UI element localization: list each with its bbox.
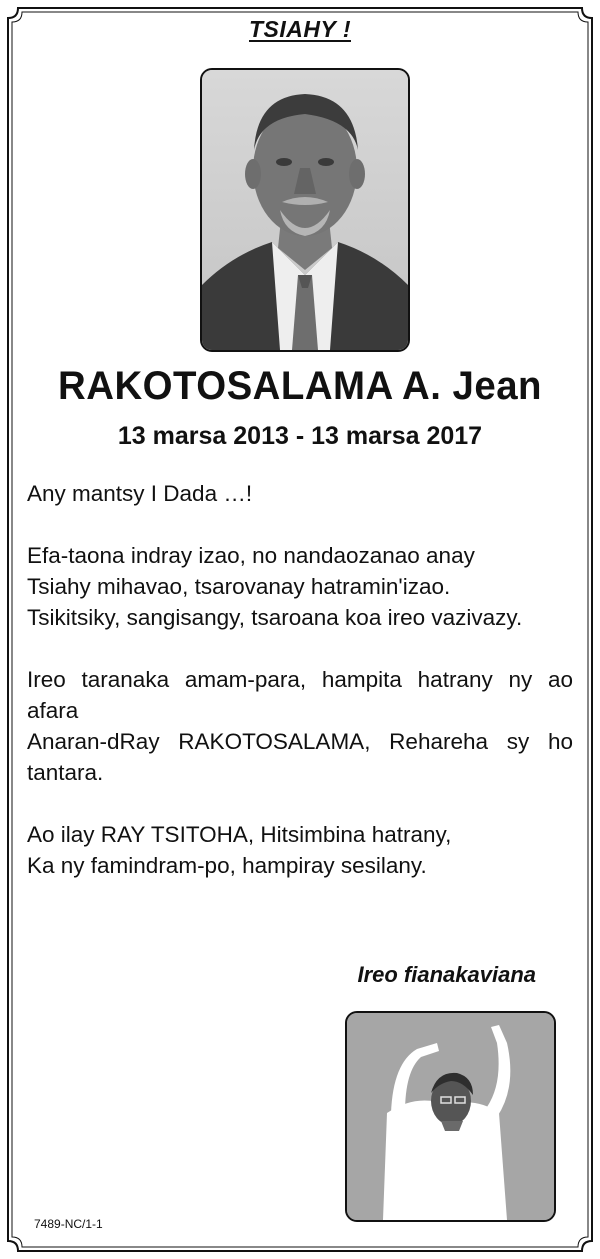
- dancing-photo: [345, 1011, 556, 1222]
- header: [0, 16, 600, 43]
- reference-code: 7489-NC/1-1: [34, 1217, 103, 1231]
- poem-line: Ao ilay RAY TSITOHA, Hitsimbina hatrany,: [27, 822, 452, 847]
- poem-opening: Any mantsy I Dada …!: [27, 481, 253, 506]
- memorial-poem: [27, 478, 573, 881]
- poem-line: Anaran-dRay RAKOTOSALAMA, Rehareha sy ho tantara.: [27, 729, 573, 785]
- poem-line: Tsikitsiky, sangisangy, tsaroana koa ireo vazivazy.: [27, 605, 523, 630]
- deceased-name: RAKOTOSALAMA A. Jean: [58, 364, 542, 408]
- portrait-photo: [200, 68, 410, 352]
- poem-line: Ireo taranaka amam-para, hampita hatrany ny ao afara: [27, 667, 573, 723]
- header-title: TSIAHY !: [249, 16, 351, 42]
- poem-line: Tsiahy mihavao, tsarovanay hatramin'izao.: [27, 574, 451, 599]
- life-dates: 13 marsa 2013 - 13 marsa 2017: [117, 422, 483, 450]
- poem-line: Efa-taona indray izao, no nandaozanao anay: [27, 543, 475, 568]
- family-signature: Ireo fianakaviana: [357, 962, 536, 987]
- poem-line: Ka ny famindram-po, hampiray sesilany.: [27, 853, 427, 878]
